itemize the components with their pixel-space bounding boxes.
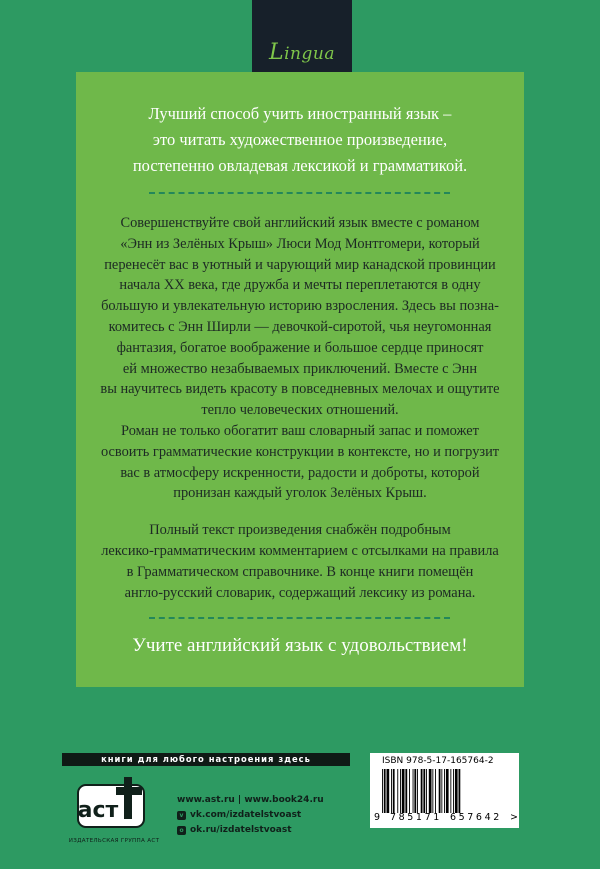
- intro-line: постепенно овладевая лексикой и грамматикой.: [132, 156, 468, 175]
- barcode-bar: [450, 769, 451, 813]
- barcode: [382, 769, 508, 813]
- publisher-name: ИЗДАТЕЛЬСКАЯ ГРУППА АСТ: [68, 838, 160, 844]
- barcode-left-digits: 785171: [390, 812, 442, 823]
- barcode-bar: [393, 769, 395, 813]
- ok-link[interactable]: [177, 823, 324, 838]
- dashed-divider: [149, 192, 450, 194]
- barcode-bar: [402, 769, 405, 813]
- text-line: Совершенствуйте свой английский язык вместе с романом: [120, 215, 480, 231]
- text-line: комитесь с Энн Ширли — девочкой-сиротой, чья неугомонная: [108, 318, 492, 335]
- text-line: перенесёт вас в уютный и чарующий мир канадской провинции: [104, 256, 496, 273]
- text-line: начала XX века, где дружба и мечты переплетаются в одну: [119, 277, 481, 294]
- barcode-bar: [397, 769, 398, 813]
- intro-text: [76, 101, 524, 179]
- barcode-bar: [421, 769, 423, 813]
- barcode-bar: [435, 769, 436, 813]
- text-line: Полный текст произведения снабжён подробным: [149, 522, 451, 539]
- motto: Учите английский язык с удовольствием!: [132, 635, 468, 656]
- paragraph-1: [92, 213, 508, 421]
- barcode-bar: [382, 769, 383, 813]
- barcode-digits: [370, 811, 519, 827]
- text-line: освоить грамматические конструкции в контексте, но и погрузит: [100, 443, 500, 460]
- barcode-bar: [429, 769, 432, 813]
- vk-icon: v: [177, 811, 186, 820]
- paragraph-3: [92, 520, 508, 603]
- intro-line: это читать художественное произведение,: [152, 130, 448, 149]
- barcode-bar: [432, 769, 433, 813]
- text-line: большую и увлекательную историю взросления. Здесь вы позна-: [101, 298, 499, 315]
- barcode-bar: [459, 769, 461, 813]
- intro-line: Лучший способ учить иностранный язык –: [148, 104, 452, 123]
- barcode-bar: [400, 769, 401, 813]
- text-line: фантазия, богатое воображение и большое сердце приносят: [116, 339, 484, 356]
- sites-link[interactable]: [177, 793, 324, 808]
- text-line: англо-русский словарик, содержащий лексику из романа.: [124, 584, 476, 601]
- barcode-bar: [409, 769, 410, 813]
- barcode-bar: [441, 769, 442, 813]
- barcode-bar: [414, 769, 416, 813]
- barcode-bar: [423, 769, 425, 813]
- paragraph-2: [92, 421, 508, 504]
- barcode-bar: [453, 769, 454, 813]
- ast-logo: [72, 773, 152, 835]
- text-line: пронизан каждый уголок Зелёных Крыш.: [173, 485, 427, 502]
- barcode-bar: [387, 769, 390, 813]
- isbn-number: ISBN 978-5-17-165764-2: [382, 756, 494, 766]
- series-logo-text: [252, 40, 352, 65]
- barcode-arrow: >: [510, 812, 518, 823]
- barcode-bar: [439, 769, 441, 813]
- sites-text[interactable]: www.ast.ru | www.book24.ru: [177, 795, 324, 805]
- ok-icon: o: [177, 826, 186, 835]
- barcode-bar: [455, 769, 458, 813]
- dashed-divider: [149, 617, 450, 619]
- barcode-bar: [384, 769, 386, 813]
- publisher-links: [177, 793, 324, 838]
- description-body: [92, 213, 508, 603]
- vk-text[interactable]: vk.com/izdatelstvoast: [190, 810, 302, 820]
- tagline-banner: книги для любого настроения здесь: [62, 753, 350, 766]
- text-line: «Энн из Зелёных Крыш» Люси Мод Монтгомери, который: [120, 235, 480, 252]
- text-line: вас в атмосферу искренности, радости и доброты, которой: [120, 464, 480, 481]
- barcode-bar: [413, 769, 414, 813]
- barcode-right-digits: 657642: [450, 812, 502, 823]
- text-line: Роман не только обогатит ваш словарный запас и поможет: [121, 422, 479, 439]
- series-logo-initial: L: [269, 40, 285, 65]
- text-line: вы научитесь видеть красоту в повседневных мелочах и ощутите: [100, 381, 500, 398]
- barcode-bar: [426, 769, 427, 813]
- ast-logo-text: аст: [77, 798, 119, 823]
- barcode-bar: [446, 769, 449, 813]
- barcode-bar: [391, 769, 392, 813]
- text-line: ей множество незабываемых приключений. Вместе с Энн: [122, 360, 478, 377]
- paragraph-gap: [92, 504, 508, 520]
- text-line: в Грамматическом справочнике. В конце книги помещён: [126, 563, 474, 580]
- text-line: лексико-грамматическим комментарием с отсылками на правила: [101, 542, 499, 559]
- vk-link[interactable]: [177, 808, 324, 823]
- barcode-panel: [370, 753, 519, 828]
- barcode-bar: [417, 769, 418, 813]
- series-logo-rest: ingua: [284, 44, 335, 64]
- barcode-bar: [405, 769, 407, 813]
- description-panel: [76, 72, 524, 687]
- barcode-bar: [444, 769, 445, 813]
- ok-text[interactable]: ok.ru/izdatelstvoast: [190, 825, 292, 835]
- barcode-first-digit: 9: [374, 812, 381, 823]
- text-line: тепло человеческих отношений.: [201, 402, 399, 419]
